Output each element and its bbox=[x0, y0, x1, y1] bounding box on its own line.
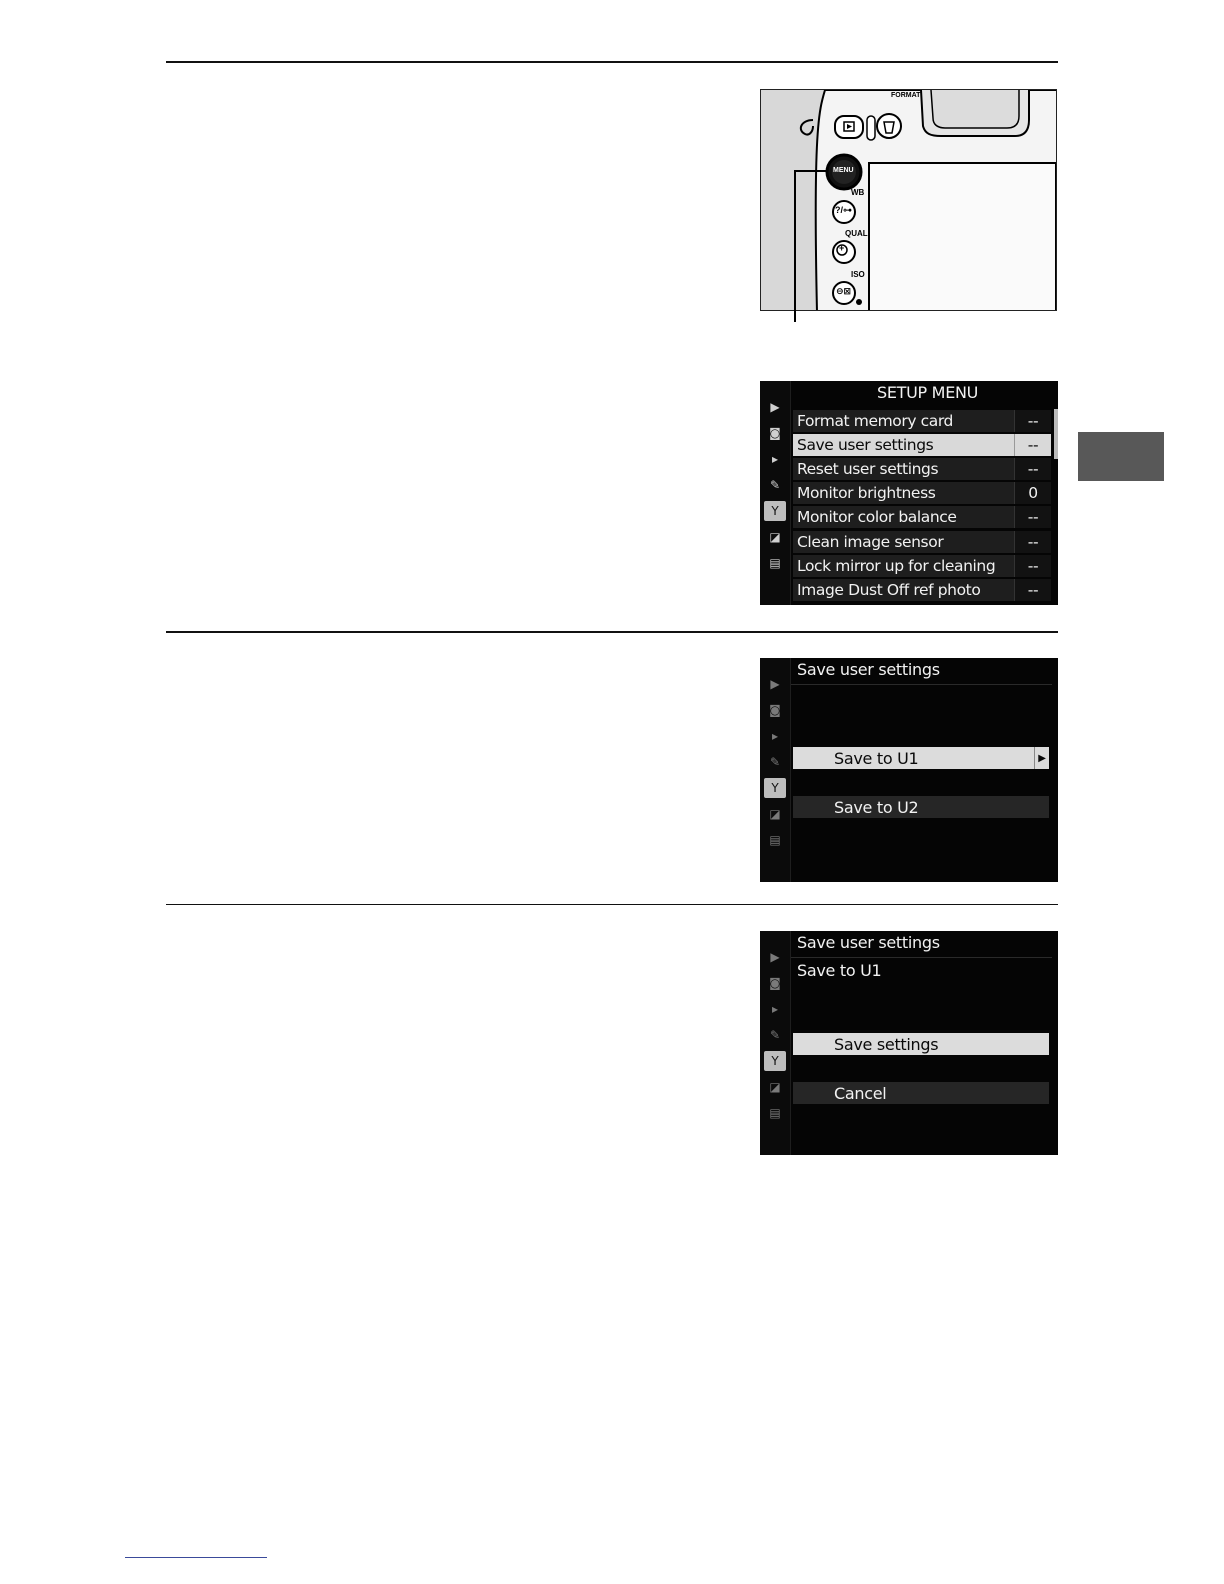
menu-item-label: Monitor color balance bbox=[797, 508, 957, 526]
header-divider bbox=[791, 957, 1052, 958]
save-to-u1-option[interactable] bbox=[793, 747, 1049, 769]
option-label: Save to U2 bbox=[834, 797, 919, 817]
playback-tab-icon[interactable]: ▶ bbox=[770, 400, 780, 414]
my-menu-tab-icon[interactable]: ▤ bbox=[769, 833, 781, 847]
movie-shooting-tab-icon[interactable]: ▸ bbox=[771, 1002, 779, 1016]
menu-item-value: -- bbox=[1014, 458, 1051, 480]
scrollbar[interactable] bbox=[1054, 409, 1058, 459]
menu-item-value: -- bbox=[1014, 506, 1051, 528]
menu-item[interactable] bbox=[793, 458, 1051, 480]
option-label: Save to U1 bbox=[834, 748, 919, 768]
menu-item-label: Save user settings bbox=[797, 436, 934, 454]
footer-link-underline[interactable] bbox=[125, 1557, 267, 1558]
movie-shooting-tab-icon[interactable]: ▸ bbox=[771, 729, 779, 743]
save-settings-button[interactable] bbox=[793, 1033, 1049, 1055]
zoom-out-icon: ⊖⊠ bbox=[836, 286, 852, 296]
menu-tabs bbox=[760, 658, 791, 882]
retouch-tab-icon[interactable]: ◪ bbox=[769, 530, 781, 544]
menu-item-selected[interactable] bbox=[793, 434, 1051, 456]
section-rule bbox=[166, 631, 1058, 633]
menu-item-value: 0 bbox=[1014, 482, 1051, 504]
menu-item[interactable] bbox=[793, 482, 1051, 504]
my-menu-tab-icon[interactable]: ▤ bbox=[769, 1106, 781, 1120]
menu-item[interactable] bbox=[793, 410, 1051, 432]
save-to-u2-option[interactable] bbox=[793, 796, 1049, 818]
retouch-tab-icon[interactable]: ◪ bbox=[769, 1080, 781, 1094]
screen-title: Save user settings bbox=[797, 933, 940, 952]
camera-back-illustration bbox=[760, 89, 1057, 311]
option-label: Save settings bbox=[834, 1034, 939, 1054]
menu-item-label: Image Dust Off ref photo bbox=[797, 581, 981, 599]
menu-tabs bbox=[760, 931, 791, 1155]
menu-item[interactable] bbox=[793, 579, 1051, 601]
custom-settings-tab-icon[interactable]: ✎ bbox=[769, 755, 781, 769]
screen-title: Save user settings bbox=[797, 660, 940, 679]
help-protect-icon: ?/⊶ bbox=[835, 205, 852, 215]
menu-item[interactable] bbox=[793, 506, 1051, 528]
iso-label: ISO bbox=[851, 270, 865, 279]
menu-button-label[interactable]: MENU bbox=[833, 167, 854, 174]
menu-item-label: Lock mirror up for cleaning bbox=[797, 557, 996, 575]
my-menu-tab-icon[interactable]: ▤ bbox=[769, 556, 781, 570]
photo-shooting-tab-icon[interactable]: ◙ bbox=[769, 703, 781, 717]
movie-shooting-tab-icon[interactable]: ▸ bbox=[771, 452, 779, 466]
setup-menu-title: SETUP MENU bbox=[877, 383, 979, 402]
zoom-in-icon: + bbox=[839, 243, 845, 253]
photo-shooting-tab-icon[interactable]: ◙ bbox=[769, 976, 781, 990]
option-label: Cancel bbox=[834, 1083, 887, 1103]
chapter-side-tab bbox=[1078, 432, 1164, 481]
menu-item-value: -- bbox=[1014, 579, 1051, 601]
photo-shooting-tab-icon[interactable]: ◙ bbox=[769, 426, 781, 440]
playback-tab-icon[interactable]: ▶ bbox=[770, 950, 780, 964]
camera-body-drawing bbox=[761, 90, 1057, 311]
custom-settings-tab-icon[interactable]: ✎ bbox=[769, 478, 781, 492]
menu-item-label: Format memory card bbox=[797, 412, 953, 430]
menu-item-value: -- bbox=[1014, 410, 1051, 432]
retouch-tab-icon[interactable]: ◪ bbox=[769, 807, 781, 821]
qual-label: QUAL bbox=[845, 229, 868, 238]
menu-button-callout bbox=[794, 170, 796, 322]
menu-item-label: Monitor brightness bbox=[797, 484, 936, 502]
setup-tab-icon[interactable]: Y bbox=[764, 778, 786, 798]
menu-tabs bbox=[760, 381, 791, 605]
top-rule bbox=[166, 61, 1058, 63]
cancel-button[interactable] bbox=[793, 1082, 1049, 1104]
menu-item-label: Reset user settings bbox=[797, 460, 939, 478]
save-confirm-screen bbox=[760, 931, 1058, 1155]
format-label: FORMAT bbox=[891, 92, 921, 99]
custom-settings-tab-icon[interactable]: ✎ bbox=[769, 1028, 781, 1042]
arrow-right-icon: ▶ bbox=[1034, 747, 1049, 769]
menu-item-value: -- bbox=[1014, 531, 1051, 553]
save-user-settings-screen bbox=[760, 658, 1058, 882]
playback-tab-icon[interactable]: ▶ bbox=[770, 677, 780, 691]
setup-tab-icon[interactable]: Y bbox=[764, 1051, 786, 1071]
setup-tab-icon[interactable]: Y bbox=[764, 501, 786, 521]
header-divider bbox=[791, 684, 1052, 685]
menu-button-callout bbox=[794, 170, 828, 172]
menu-item-value: -- bbox=[1014, 434, 1051, 456]
menu-item[interactable] bbox=[793, 555, 1051, 577]
menu-item-label: Clean image sensor bbox=[797, 533, 944, 551]
screen-subtitle: Save to U1 bbox=[797, 961, 882, 980]
section-rule bbox=[166, 904, 1058, 905]
wb-label: WB bbox=[851, 188, 865, 197]
menu-item-value: -- bbox=[1014, 555, 1051, 577]
setup-menu-screen bbox=[760, 381, 1058, 605]
menu-item[interactable] bbox=[793, 531, 1051, 553]
